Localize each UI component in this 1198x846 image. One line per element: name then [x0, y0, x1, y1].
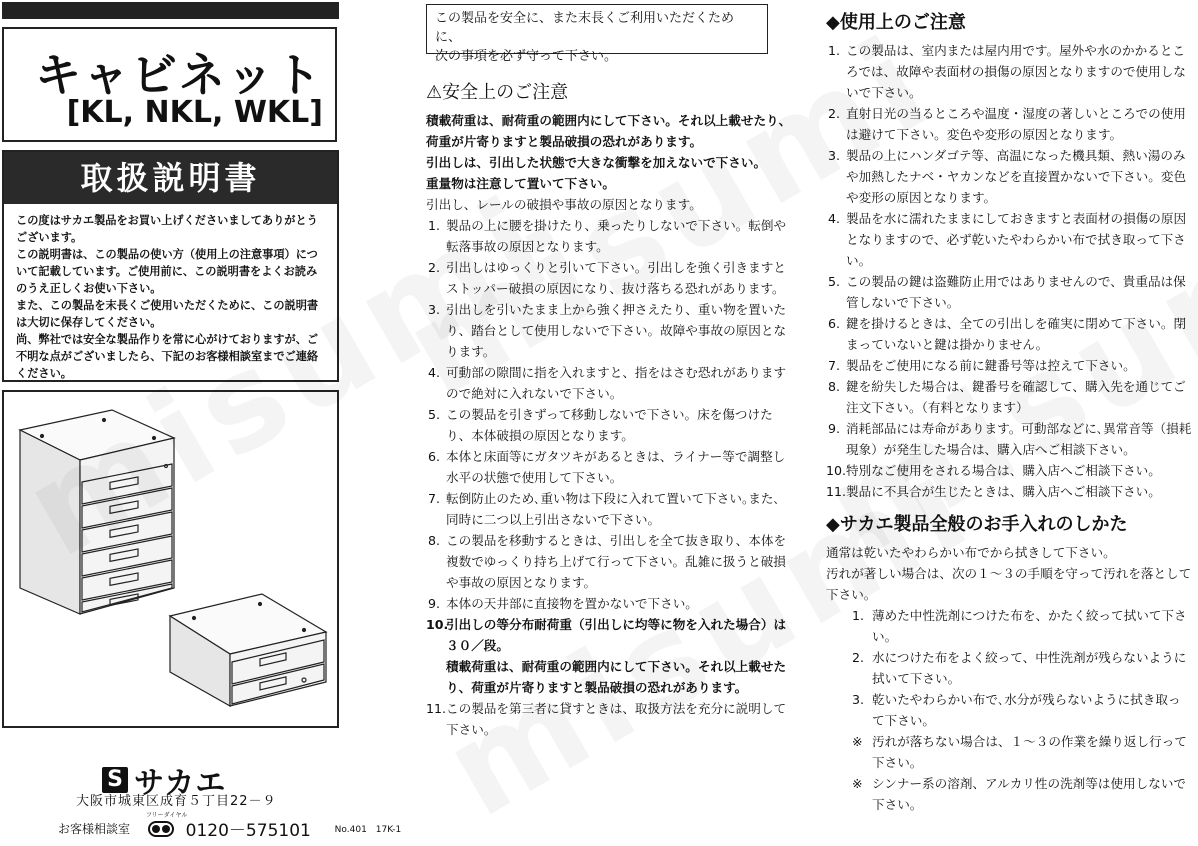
item-text: 製品の上に腰を掛けたり、乗ったりしないで下さい。転倒や転落事故の原因となります。	[446, 218, 787, 254]
item-text: この製品を移動するときは、引出しを全て抜き取り、本体を複数でゆっくり持ち上げて行って下さい。乱雑に扱うと破損や事故の原因となります。	[446, 533, 787, 590]
item-text: 引出しはゆっくりと引いて下さい。引出しを強く引きますとストッパー破損の原因になり、抜け落ちる恐れがあります。	[446, 260, 786, 296]
item-number: 2.	[852, 650, 865, 665]
item-text: 本体の天井部に直接物を置かないで下さい。	[446, 596, 698, 611]
item-number: 6.	[827, 316, 840, 331]
usage-list	[826, 40, 1192, 502]
item-text: 特別なご使用をされる場合は、購入店へご相談下さい。	[846, 463, 1161, 478]
support-phone: 0120－575101	[185, 821, 311, 841]
customer-support	[58, 811, 402, 841]
intro-paragraph: この説明書は、この製品の使い方（使用上の注意事項）について記載しています。ご使用前に、この説明書をよくお読みのうえ正しくお使い下さい。	[16, 248, 318, 295]
intro-paragraph: また、この製品を末長くご使用いただくために、この説明書は大切に保存してください。	[16, 299, 319, 329]
product-illustration-box	[2, 390, 339, 728]
item-number: 10.	[826, 463, 847, 478]
list-item	[826, 355, 1192, 376]
safety-heading: ⚠安全上のご注意	[426, 82, 569, 103]
item10-note	[446, 656, 792, 698]
list-item	[426, 593, 792, 614]
item-number: 3.	[852, 692, 865, 707]
care-lead: 通常は乾いたやわらかい布でから拭きして下さい。	[826, 545, 1116, 560]
item-number: 7.	[827, 358, 840, 373]
item-text: 本体と床面等にガタツキがあるときは、ライナー等で調整し水平の状態で使用して下さい。	[446, 449, 786, 485]
item-text: この製品は、室内または屋内用です。屋外や水のかかるところでは、故障や表面材の損傷の原因となりますので使用しないで下さい。	[846, 43, 1186, 100]
list-item	[826, 103, 1192, 145]
list-item	[826, 271, 1192, 313]
item-number: 5.	[827, 274, 840, 289]
item-text: 製品をご使用になる前に鍵番号等は控えて下さい。	[846, 358, 1136, 373]
item-number: 4.	[827, 211, 840, 226]
usage-heading: ◆使用上のご注意	[826, 12, 966, 33]
item-text: 直射日光の当るところや温度・湿度の著しいところでの使用は避けて下さい。変色や変形の原因となります。	[846, 106, 1186, 142]
item-text: 可動部の隙間に指を入れますと、指をはさむ恐れがありますので絶対に入れないで下さい。	[446, 365, 787, 401]
item-number: 11.	[826, 484, 847, 499]
item-text: 製品の上にハンダゴテ等、高温になった機具類、熱い湯のみや加熱したナベ・ヤカンなどを直接置かないで下さい。変色や変形の原因となります。	[846, 148, 1187, 205]
list-item	[826, 481, 1192, 502]
item-number: 3.	[827, 148, 840, 163]
sub-item	[852, 731, 1192, 773]
sakae-logo-mark: S	[102, 767, 128, 793]
company-name: サカエ	[134, 766, 227, 801]
intro-text	[16, 212, 328, 382]
safety-section	[426, 80, 792, 740]
list-item	[426, 362, 792, 404]
list-item	[426, 299, 792, 362]
freedial-group	[134, 811, 188, 837]
freedial-label: フリーダイヤル	[145, 811, 188, 819]
list-item	[426, 614, 792, 656]
list-item	[426, 530, 792, 593]
list-item	[826, 313, 1192, 355]
usage-section	[826, 10, 1192, 815]
cabinet-illustration	[4, 392, 337, 726]
list-item	[826, 418, 1192, 460]
support-label: お客様相談室	[58, 822, 131, 836]
item10-note-text: 積載荷重は、耐荷重の範囲内にして下さい。それ以上載せたり、荷重が片寄りますと製品破損の恐れがあります。	[446, 659, 787, 695]
item-number: 5.	[427, 407, 440, 422]
item-text: 転倒防止のため､重い物は下段に入れて置いて下さい｡また､同時に二つ以上引出さないで下さい。	[446, 491, 780, 527]
item-text: 鍵を紛失した場合は、鍵番号を確認して、購入先を通じてご注文下さい｡（有料となります）	[846, 379, 1186, 415]
safety-bold-line: 引出しは、引出した状態で大きな衝撃を加えないで下さい。	[426, 155, 767, 170]
list-item	[826, 40, 1192, 103]
safety-notice-box	[426, 4, 768, 64]
list-item	[426, 257, 792, 299]
item-number: 6.	[427, 449, 440, 464]
item-number: 8.	[427, 533, 440, 548]
intro-paragraph: 尚、弊社では安全な製品作りを常に心がけておりますが、ご不明な点がございましたら、下記のお客様相談室までご連絡ください。	[16, 333, 319, 380]
item-text: シンナー系の溶剤、アルカリ性の洗剤等は使用しないで下さい。	[872, 776, 1187, 812]
notice-line: この製品を安全に、また末長くご利用いただくために、	[435, 11, 735, 45]
top-bar	[2, 2, 339, 19]
item-number: 10.	[426, 617, 449, 632]
care-lead: 汚れが著しい場合は、次の１～３の手順を守って汚れを落として下さい。	[826, 566, 1192, 602]
sub-item	[852, 605, 1192, 647]
care-notes	[826, 731, 1192, 815]
sub-item	[852, 689, 1192, 731]
safety-bold-line: 積載荷重は、耐荷重の範囲内にして下さい。それ以上載せたり、荷重が片寄りますと製品破損の恐れがあります。	[426, 113, 792, 149]
care-steps	[826, 605, 1192, 731]
product-title: キャビネット	[35, 48, 323, 102]
item-number: 1.	[852, 608, 865, 623]
item-number: 1.	[827, 43, 840, 58]
item-text: この製品を引きずって移動しないで下さい。床を傷つけたり、本体破損の原因となります。	[446, 407, 773, 443]
list-item	[826, 145, 1192, 208]
item-number: 7.	[427, 491, 440, 506]
company-address: 大阪市城東区成育５丁目22－９	[76, 794, 277, 809]
item-number: 9.	[427, 596, 440, 611]
item-text: 鍵を掛けるときは、全ての引出しを確実に閉めて下さい。閉まっていないと鍵は掛かりません。	[846, 316, 1187, 352]
item-number: 4.	[427, 365, 440, 380]
list-item	[426, 215, 792, 257]
sub-item	[852, 773, 1192, 815]
safety-item	[426, 698, 792, 740]
intro-paragraph: この度はサカエ製品をお買い上げくださいましてありがとうございます。	[16, 214, 318, 244]
safety-list	[426, 215, 792, 656]
manual-heading: 取扱説明書	[4, 152, 337, 204]
item-text: 引出しの等分布耐荷重（引出しに均等に物を入れた場合）は３０／段。	[446, 617, 787, 653]
item-text: 製品に不具合が生じたときは、購入店へご相談下さい。	[846, 484, 1161, 499]
notice-line: 次の事項を必ず守って下さい。	[435, 49, 618, 64]
item-number: ※	[852, 734, 863, 749]
item-number: 9.	[827, 421, 840, 436]
sub-item	[852, 647, 1192, 689]
title-box	[2, 27, 337, 142]
item-text: 引出しを引いたまま上から強く押さえたり、重い物を置いたり、踏台として使用しないで下さい。故障や事故の原因となります。	[446, 302, 787, 359]
item-number: 2.	[427, 260, 440, 275]
item-number: 3.	[427, 302, 440, 317]
item-number: ※	[852, 776, 863, 791]
item-text: この製品の鍵は盗難防止用ではありませんので、貴重品は保管しないで下さい。	[846, 274, 1186, 310]
item-number: 1.	[427, 218, 440, 233]
item-number: 8.	[827, 379, 840, 394]
list-item	[426, 404, 792, 446]
list-item	[826, 208, 1192, 271]
item-text: この製品を第三者に貸すときは、取扱方法を充分に説明して下さい。	[446, 701, 787, 737]
list-item	[826, 376, 1192, 418]
freedial-icon	[148, 821, 174, 837]
item-number: 2.	[827, 106, 840, 121]
safety-bold-line: 重量物は注意して置いて下さい。	[426, 176, 615, 191]
model-list: [KL, NKL, WKL]	[66, 95, 323, 130]
item-text: 水につけた布をよく絞って、中性洗剤が残らないように拭いて下さい。	[872, 650, 1187, 686]
item-number: 11.	[426, 701, 447, 716]
manual-intro-box	[2, 150, 339, 382]
care-heading: ◆サカエ製品全般のお手入れのしかた	[826, 514, 1128, 535]
item-text: 汚れが落ちない場合は、１～３の作業を繰り返し行って下さい。	[872, 734, 1187, 770]
item-text: 製品を水に濡れたままにしておきますと表面材の損傷の原因となりますので、必ず乾いたやわらかい布で拭き取って下さい。	[846, 211, 1187, 268]
item-text: 乾いたやわらかい布で､水分が残らないように拭き取って下さい。	[872, 692, 1181, 728]
document-number: No.401 17K-1	[334, 825, 402, 835]
item-text: 薄めた中性洗剤につけた布を、かたく絞って拭いて下さい。	[872, 608, 1187, 644]
list-item	[426, 488, 792, 530]
list-item	[826, 460, 1192, 481]
item-text: 消耗部品には寿命があります。可動部などに､異常音等（損耗現象）が発生した場合は、購入店へご相談下さい。	[846, 421, 1192, 457]
safety-lead: 引出し、レールの破損や事故の原因となります。	[426, 197, 702, 212]
list-item	[426, 446, 792, 488]
